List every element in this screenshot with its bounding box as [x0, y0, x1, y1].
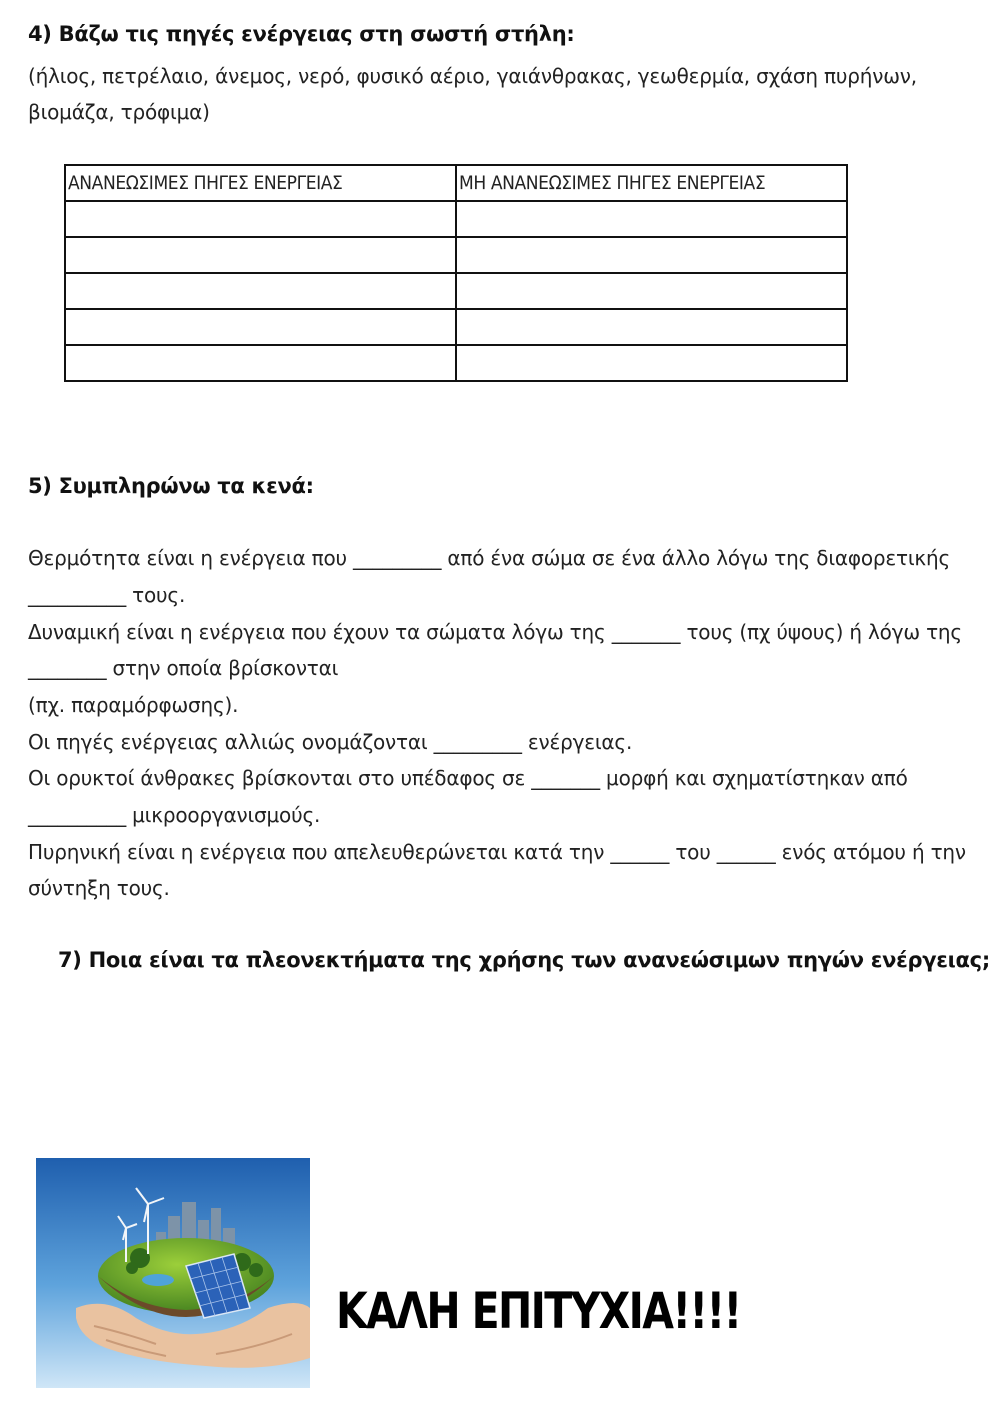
non-renewable-answer-cell[interactable]: [456, 201, 847, 237]
fill-blank-line[interactable]: __________ μικροοργανισμούς.: [28, 803, 321, 827]
table-row: [65, 309, 847, 345]
energy-sources-word-list: (ήλιος, πετρέλαιο, άνεμος, νερό, φυσικό αέριο, γαιάνθρακας, γεωθερμία, σχάση πυρήνων, βιομάζα, τρόφιμα): [28, 64, 917, 124]
renewable-answer-cell[interactable]: [65, 201, 456, 237]
fill-blank-line[interactable]: ________ στην οποία βρίσκονται: [28, 656, 339, 680]
table-row: [65, 345, 847, 381]
table-row: [65, 273, 847, 309]
non-renewable-answer-cell[interactable]: [456, 345, 847, 381]
renewable-answer-cell[interactable]: [65, 309, 456, 345]
non-renewable-answer-cell[interactable]: [456, 309, 847, 345]
table-row: [65, 237, 847, 273]
energy-sources-table: [64, 164, 848, 382]
header-renewable: ΑΝΑΝΕΩΣΙΜΕΣ ΠΗΓΕΣ ΕΝΕΡΓΕΙΑΣ: [65, 165, 456, 201]
renewable-answer-cell[interactable]: [65, 273, 456, 309]
fill-blank-line[interactable]: Οι πηγές ενέργειας αλλιώς ονομάζονται _________ ενέργειας.: [28, 730, 633, 754]
fill-blank-line[interactable]: Θερμότητα είναι η ενέργεια που _________ από ένα σώμα σε ένα άλλο λόγω της διαφορετικής: [28, 546, 951, 570]
fill-blank-line[interactable]: Πυρηνική είναι η ενέργεια που απελευθερώνεται κατά την ______ του ______ ενός ατόμου ή την: [28, 840, 966, 864]
fill-blank-line: σύντηξη τους.: [28, 876, 170, 900]
question-4-title: 4) Βάζω τις πηγές ενέργειας στη σωστή στήλη:: [28, 22, 575, 46]
fill-blank-line[interactable]: __________ τους.: [28, 583, 186, 607]
non-renewable-answer-cell[interactable]: [456, 273, 847, 309]
fill-blank-line[interactable]: Δυναμική είναι η ενέργεια που έχουν τα σώματα λόγω της _______ τους (πχ ύψους) ή λόγω της: [28, 620, 962, 644]
table-row: [65, 201, 847, 237]
header-non-renewable: ΜΗ ΑΝΑΝΕΩΣΙΜΕΣ ΠΗΓΕΣ ΕΝΕΡΓΕΙΑΣ: [456, 165, 847, 201]
renewable-answer-cell[interactable]: [65, 345, 456, 381]
fill-blank-line[interactable]: Οι ορυκτοί άνθρακες βρίσκονται στο υπέδαφος σε _______ μορφή και σχηματίστηκαν από: [28, 766, 908, 790]
good-luck-message: ΚΑΛΗ ΕΠΙΤΥΧΙΑ!!!!: [336, 1282, 741, 1340]
question-7-title: 7) Ποια είναι τα πλεονεκτήματα της χρήσης των ανανεώσιμων πηγών ενέργειας;: [58, 948, 990, 972]
renewable-energy-hands-illustration: [36, 1158, 310, 1388]
earth-in-hands-icon: [36, 1158, 310, 1388]
table-header-row: [65, 165, 847, 201]
question-5-title: 5) Συμπληρώνω τα κενά:: [28, 474, 314, 498]
fill-blank-line: (πχ. παραμόρφωσης).: [28, 693, 239, 717]
renewable-answer-cell[interactable]: [65, 237, 456, 273]
non-renewable-answer-cell[interactable]: [456, 237, 847, 273]
